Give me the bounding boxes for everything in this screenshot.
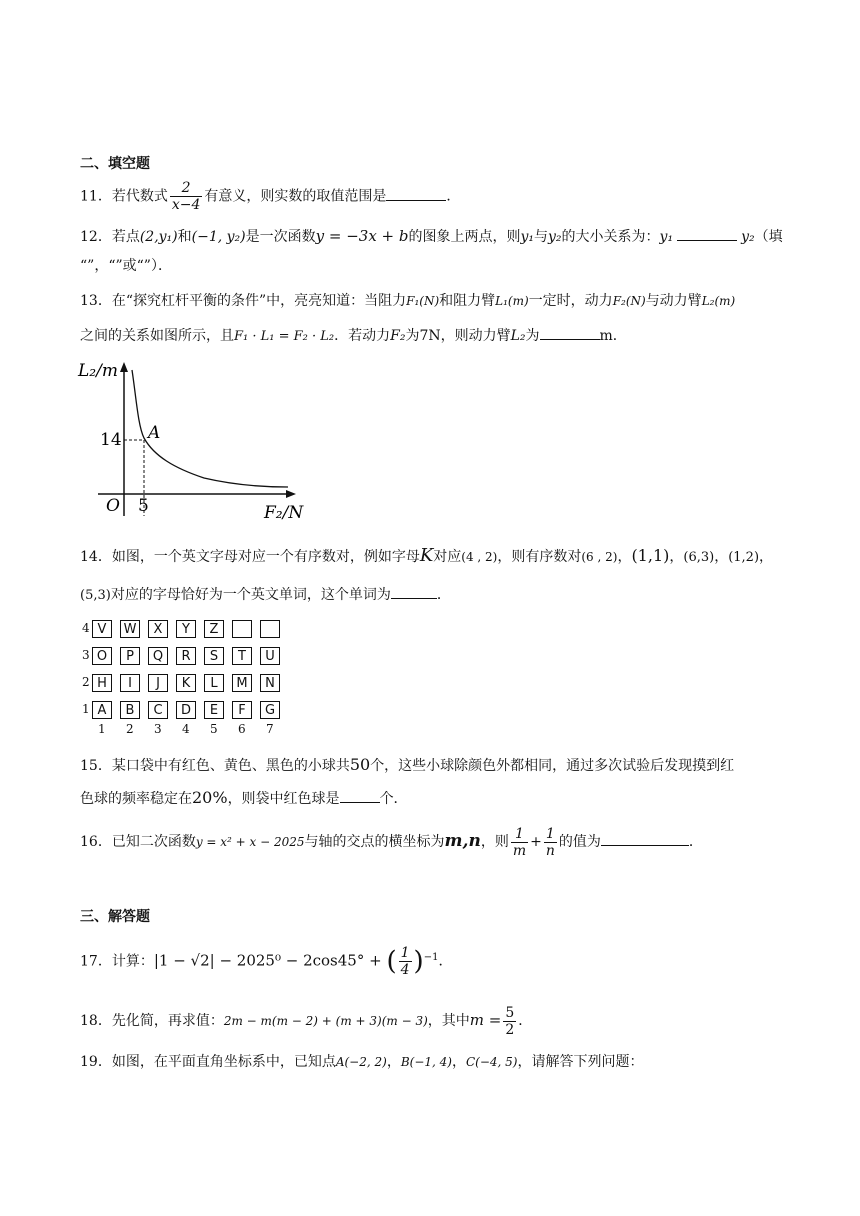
grid-letter-cell [260,620,280,638]
q13-text-e: 之间的关系如图所示，且 [80,328,234,344]
q18-text-b: ，其中 [427,1013,470,1029]
q14-text-d: 对应的字母恰好为一个英文单词，这个单词为 [110,587,391,603]
q17-frac-den: 4 [400,962,410,979]
grid-col-label: 7 [266,722,274,736]
q15-total: 50 [349,755,371,774]
q14-text-a: 如图，一个英文字母对应一个有序数对，例如字母 [111,549,420,565]
q13-l1: L₁(m) [495,294,529,308]
q14-text-c: ，则有序数对 [497,549,582,565]
q12-y2-b: y₂ [741,229,755,245]
question-14-line2 [80,584,451,606]
q13-equation: F₁ · L₁ = F₂ · L₂ [234,329,335,344]
grid-col-label: 2 [126,722,134,736]
q18-frac-den: 2 [505,1021,515,1038]
grid-letter-cell: Q [148,647,168,665]
letter-grid [82,620,292,740]
q13-value: 7N [419,328,441,344]
q15-number: 15． [80,758,112,774]
grid-letter-cell: P [120,647,140,665]
grid-row-label: 4 [82,621,90,635]
inverse-function-graph [74,356,314,524]
q12-text-f: 的大小关系为： [561,229,660,245]
graph-point-a: A [148,423,161,443]
graph-x-arrow [286,490,296,498]
grid-letter-cell: F [232,701,252,719]
grid-letter-cell: J [148,674,168,692]
grid-letter-cell: T [232,647,252,665]
q16-frac-2-den: n [545,842,555,859]
q18-expression: 2m − m(m − 2) + (m + 3)(m − 3) [223,1014,428,1028]
grid-row-label: 1 [82,702,90,716]
graph-y-arrow [120,362,128,372]
q16-number: 16． [80,834,112,850]
grid-letter-cell: M [232,674,252,692]
section-title-solve: 三、解答题 [80,909,150,925]
grid-row-label: 2 [82,675,90,689]
q12-point1: (2,y₁) [139,229,178,245]
q19-point-c: C(−4, 5) [465,1055,518,1069]
q16-frac-1-den: m [512,842,527,859]
grid-col-label: 5 [210,722,218,736]
graph-origin: O [106,496,120,516]
q12-function: y = −3x + b [315,227,409,245]
graph-y-label: L₂/m [78,361,118,381]
q12-y2: y₂ [548,229,562,245]
q15-text-d: ，则袋中红色球是 [227,791,340,807]
q16-text-c: ，则 [480,834,509,850]
question-11 [80,180,460,213]
q17-text-a: 计算： [111,953,154,970]
grid-letter-cell: G [260,701,280,719]
question-14-line1: 14．如图，一个英文字母对应一个有序数对，例如字母K对应(4 , 2)，则有序数对(6 , 2)，(1,1)，(6,3)，(1,2)， [80,545,774,566]
q12-point2: (−1, y₂) [191,229,246,245]
q16-frac-2 [544,826,557,859]
q15-text-b: 个，这些小球除颜色外都相同，通过多次试验后发现摸到红 [370,758,735,774]
q18-end: ． [518,1013,533,1029]
question-15-line1 [80,755,734,776]
q11-end: ． [446,188,461,205]
q13-f2: F₂(N) [612,294,646,308]
grid-letter-cell: Y [176,620,196,638]
section-title-fill-in: 二、填空题 [80,156,150,172]
q16-frac-1-num: 1 [511,826,528,843]
q11-number: 11． [80,188,112,205]
q11-frac-num: 2 [170,180,203,197]
q12-answer-blank[interactable] [677,226,737,241]
q18-fraction [503,1005,516,1038]
q13-f1: F₁(N) [406,294,440,308]
q13-text-a: 在“探究杠杆平衡的条件”中，亮亮知道：当阻力 [111,293,407,309]
grid-letter-cell: E [204,701,224,719]
q19-text-a: 如图，在平面直角坐标系中，已知点 [111,1054,336,1070]
q14-end: ． [436,587,451,603]
question-12-line2: “”，“”或“”）． [80,258,172,274]
question-19: 19．如图，在平面直角坐标系中，已知点A(−2, 2)，B(−1, 4)，C(−4, 5)，请解答下列问题： [80,1054,644,1070]
q16-frac-2-num: 1 [544,826,557,843]
grid-letter-cell: I [120,674,140,692]
question-16 [80,824,703,859]
q12-text-a: 若点 [111,229,140,245]
grid-letter-cell: W [120,620,140,638]
q12-y1-b: y₁ [659,229,674,245]
q13-unit: m． [599,328,627,344]
q13-text-f: ．若动力 [334,328,391,344]
question-18 [80,1003,532,1038]
q16-plus: + [530,834,542,850]
q14-text-b: 对应 [433,549,462,565]
grid-letter-cell: B [120,701,140,719]
q19-number: 19． [80,1054,112,1070]
q19-text-b: ，请解答下列问题： [517,1054,644,1070]
question-13-line2 [80,325,627,347]
graph-y-tick-14: 14 [100,430,122,450]
q14-number: 14． [80,549,112,565]
q11-answer-blank[interactable] [386,186,446,201]
q11-post: 有意义，则实数的取值范围是 [204,188,387,205]
q15-text-a: 某口袋中有红色、黄色、黑色的小球共 [111,758,350,774]
q17-paren-close: ) [413,946,424,977]
q13-text-i: 为 [525,328,540,344]
q14-pair-2: (1,1) [631,546,670,565]
q13-number: 13． [80,293,112,309]
q14-letter-k: K [419,545,434,566]
q12-text-g: （填 [754,229,783,245]
graph-x-tick-5: 5 [138,496,149,516]
q17-exponent: −1 [423,952,439,963]
question-13-line1 [80,291,735,311]
q15-text-c: 色球的频率稳定在 [80,791,192,807]
q18-frac-num: 5 [505,1004,515,1021]
q17-number: 17． [80,953,112,970]
grid-letter-cell: U [260,647,280,665]
q13-text-b: 和阻力臂 [439,293,496,309]
q14-pair-5: (5,3) [80,588,111,603]
grid-col-label: 6 [238,722,246,736]
grid-letter-cell: H [92,674,112,692]
q15-answer-blank[interactable] [340,788,380,803]
q16-frac-1 [511,826,528,859]
grid-col-label: 3 [154,722,162,736]
q12-number: 12． [80,229,112,245]
q12-text-b: 和 [177,229,192,245]
q12-y1: y₁ [520,229,535,245]
q11-pre: 若代数式 [111,188,168,205]
grid-letter-cell: O [92,647,112,665]
grid-letter-cell: Z [204,620,224,638]
q18-number: 18． [80,1013,112,1029]
grid-letter-cell: N [260,674,280,692]
q16-function: y = x² + x − 2025 [195,835,305,849]
q17-paren-open: ( [386,946,397,977]
q13-text-c: 一定时，动力 [528,293,613,309]
grid-letter-cell: K [176,674,196,692]
grid-letter-cell: R [176,647,196,665]
q16-text-a: 已知二次函数 [111,834,196,850]
grid-letter-cell: L [204,674,224,692]
q13-l2: L₂(m) [701,294,736,308]
q16-end: ． [688,834,703,850]
grid-row-label: 3 [82,648,90,662]
q15-text-e: 个． [379,791,408,807]
q19-point-b: B(−1, 4) [400,1055,452,1069]
q18-m-equals: m = [469,1011,502,1029]
q18-text-a: 先化简，再求值： [111,1013,224,1029]
q17-frac-num: 1 [400,945,410,962]
q13-text-g: 为 [405,328,420,344]
grid-letter-cell: S [204,647,224,665]
grid-letter-cell: A [92,701,112,719]
q12-text-c: 是一次函数 [245,229,316,245]
q11-frac-den: x−4 [171,197,201,213]
q13-answer-blank[interactable] [540,325,600,340]
q13-f2-b: F₂ [390,328,406,344]
grid-col-label: 4 [182,722,190,736]
q14-answer-blank[interactable] [391,584,437,599]
q19-point-a: A(−2, 2) [335,1055,387,1069]
grid-letter-cell: C [148,701,168,719]
q13-text-d: 与动力臂 [645,293,702,309]
q13-text-h: ，则动力臂 [440,328,511,344]
grid-letter-cell: X [148,620,168,638]
q14-pair-1: (6 , 2) [581,550,618,564]
q17-expression: |1 − √2| − 2025⁰ − 2cos45° + [153,951,387,970]
q16-answer-blank[interactable] [601,831,689,846]
q15-percent: 20% [192,788,228,807]
graph-x-label: F₂/N [264,503,304,523]
q12-text-d: 的图象上两点，则 [408,229,521,245]
grid-letter-cell: D [176,701,196,719]
q14-example-pair: (4 , 2) [461,550,498,564]
q16-text-b: 与轴的交点的横坐标为 [304,834,445,850]
q14-pair-3: (6,3) [683,550,715,565]
grid-letter-cell: V [92,620,112,638]
question-15-line2 [80,788,408,809]
q17-fraction [399,945,412,978]
q12-text-e: 与 [534,229,549,245]
q11-fraction [170,180,203,213]
question-17 [80,941,452,979]
q17-end: ． [438,953,453,970]
grid-col-label: 1 [98,722,106,736]
q16-mn: m,n [444,831,481,851]
q14-pair-4: (1,2) [728,550,760,565]
question-12-line1 [80,226,783,247]
q16-text-d: 的值为 [558,834,601,850]
grid-letter-cell [232,620,252,638]
q13-l2-b: L₂ [510,328,526,344]
